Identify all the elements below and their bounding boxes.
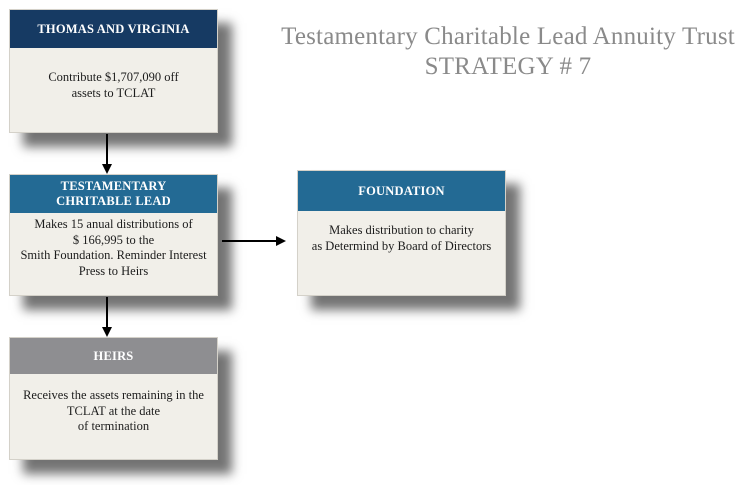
heading-line: TESTAMENTARY (60, 179, 167, 193)
box-heading (298, 171, 505, 211)
body-line: Press to Heirs (78, 263, 149, 278)
body-line: $ 166,995 to the (72, 232, 155, 247)
heading-line: THOMAS AND VIRGINIA (37, 21, 190, 36)
box-foundation (297, 170, 506, 296)
body-line: Receives the assets remaining in the (23, 388, 204, 402)
box-heading (10, 10, 217, 48)
box-body (10, 213, 217, 279)
body-line: as Determind by Board of Directors (311, 238, 492, 253)
diagram-title (270, 22, 746, 82)
body-line: Contribute $1,707,090 off (48, 70, 179, 84)
box-testamentary-charitable-lead (9, 174, 218, 296)
body-line: Makes 15 anual distributions of (34, 217, 193, 231)
title-line-1: Testamentary Charitable Lead Annuity Trust (281, 23, 735, 50)
heading-line: FOUNDATION (358, 183, 445, 198)
box-heading (10, 338, 217, 374)
body-line: TCLAT at the date (66, 403, 161, 418)
box-heirs (9, 337, 218, 460)
body-line: Smith Foundation. Reminder Interest (20, 248, 207, 262)
title-line-2: STRATEGY # 7 (424, 53, 592, 80)
box-heading (10, 175, 217, 213)
body-line: Makes distribution to charity (329, 223, 474, 237)
heading-line: CHRITABLE LEAD (56, 194, 171, 208)
body-line: of termination (77, 419, 150, 433)
heading-line: HEIRS (93, 348, 134, 363)
body-line: assets to TCLAT (71, 85, 156, 100)
box-body (10, 48, 217, 101)
box-thomas-and-virginia (9, 9, 218, 133)
box-body (298, 211, 505, 254)
box-body (10, 374, 217, 435)
